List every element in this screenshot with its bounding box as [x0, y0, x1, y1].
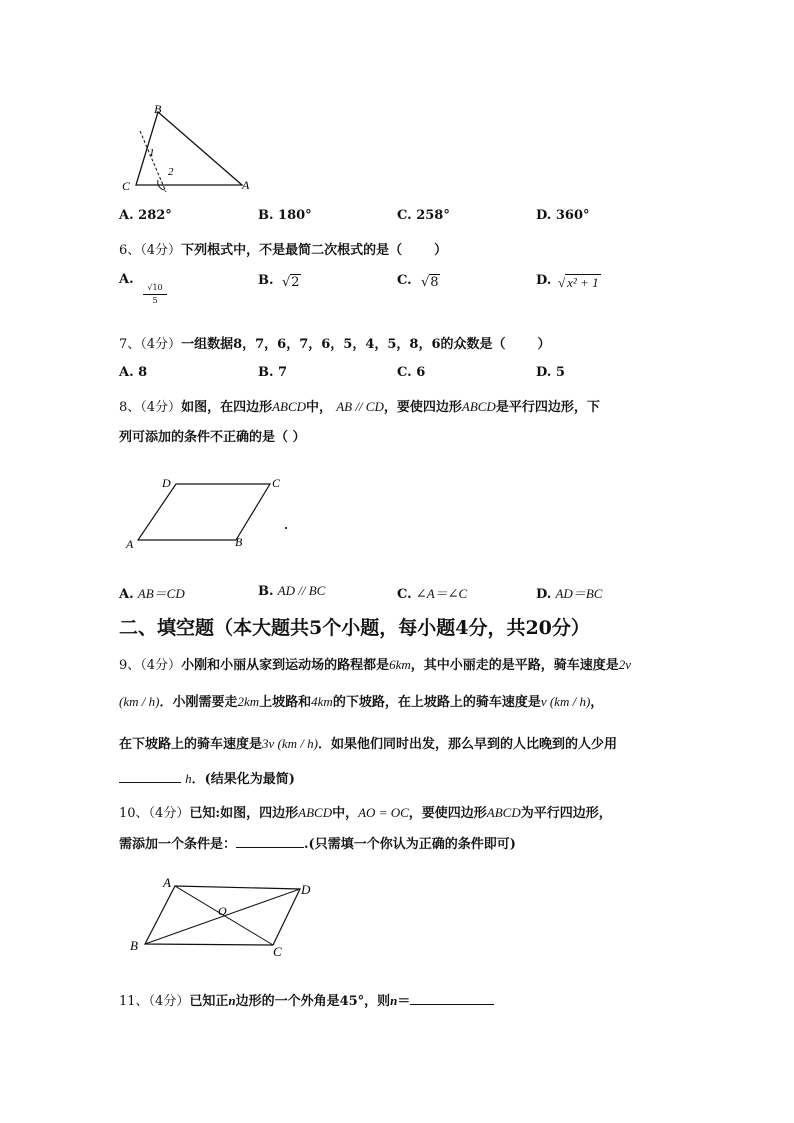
q6-option-a-fraction: √10 5	[143, 282, 167, 306]
q9-line1: 9、（4分）小刚和小丽从家到运动场的路程都是6km，其中小丽走的是平路，骑车速度是2v	[119, 657, 632, 673]
q6-option-c-sqrt: √8	[421, 275, 439, 290]
angle-label-1: 1	[149, 147, 155, 159]
q9-line3: 在下坡路上的骑车速度是3v (km / h)．如果他们同时出发，那么早到的人比晚到的人少用	[119, 736, 617, 752]
q5-option-a: A. 282°	[119, 208, 172, 223]
q7-option-b: B. 7	[258, 365, 288, 380]
label-D: D	[301, 882, 311, 897]
q9-answer-blank[interactable]	[119, 770, 181, 783]
parallelogram-diagonals-figure	[125, 870, 325, 962]
label-A: A	[126, 537, 134, 551]
label-A: A	[163, 875, 171, 890]
q10-line2: 需添加一个条件是： .(只需填一个你认为正确的条件即可)	[119, 837, 516, 852]
label-D: D	[162, 476, 171, 490]
q5-option-b: B. 180°	[258, 208, 312, 223]
q10-answer-blank[interactable]	[236, 835, 304, 848]
q6-option-b: B.	[258, 273, 274, 288]
label-A: A	[242, 178, 250, 192]
parallelogram-shape	[138, 484, 270, 540]
label-B: B	[154, 102, 162, 116]
label-B: B	[130, 938, 138, 953]
q11-stem: 11、（4分）已知正n边形的一个外角是45°，则n＝	[119, 990, 494, 1009]
triangle-figure	[118, 98, 258, 198]
q7-option-a: A. 8	[119, 365, 148, 380]
q8-option-a: A. AB＝CD	[119, 586, 185, 602]
q8-stem-line2: 列可添加的条件不正确的是（ ）	[119, 430, 306, 445]
q6-option-c: C.	[397, 273, 412, 288]
q11-answer-blank[interactable]	[410, 992, 494, 1005]
label-C: C	[122, 179, 131, 193]
q6-stem: 6、（4分）下列根式中，不是最简二次根式的是（ ）	[119, 243, 448, 258]
q6-option-a: A.	[119, 272, 134, 287]
label-B: B	[235, 535, 243, 549]
label-O: O	[218, 904, 227, 918]
q8-option-b: B. AD // BC	[258, 583, 326, 599]
label-C: C	[272, 476, 281, 490]
q9-line2: (km / h)．小刚需要走2km上坡路和4km的下坡路，在上坡路上的骑车速度是v (km / h)，	[119, 694, 604, 710]
label-C: C	[273, 944, 282, 959]
q6-option-d-sqrt: √ x² + 1	[558, 275, 599, 290]
q10-line1: 10、（4分）已知:如图，四边形ABCD中，AO = OC，要使四边形ABCD为平行四边形，	[119, 805, 612, 821]
q8-option-c: C. ∠A＝∠C	[397, 586, 468, 602]
stray-dot	[285, 527, 287, 529]
q7-stem: 7、（4分）一组数据8，7，6，7，6，5，4，5，8，6的众数是（ ）	[119, 337, 551, 352]
q6-option-d: D.	[536, 273, 552, 288]
q5-option-c: C. 258°	[397, 208, 450, 223]
parallelogram-figure	[120, 470, 300, 555]
extension-dashed-line	[140, 131, 166, 192]
section-2-heading: 二、填空题（本大题共5个小题，每小题4分，共20分）	[119, 617, 590, 639]
q8-option-d: D. AD＝BC	[536, 586, 603, 602]
q7-option-c: C. 6	[397, 365, 426, 380]
q6-option-b-sqrt: √2	[282, 275, 300, 290]
q8-stem-line1: 8、（4分）如图，在四边形ABCD中， AB // CD，要使四边形ABCD是平行四边形，下	[119, 399, 600, 415]
q9-line4: h．(结果化为最简)	[119, 768, 295, 787]
angle-label-2: 2	[168, 166, 174, 178]
q7-option-d: D. 5	[536, 365, 565, 380]
q5-option-d: D. 360°	[536, 208, 590, 223]
